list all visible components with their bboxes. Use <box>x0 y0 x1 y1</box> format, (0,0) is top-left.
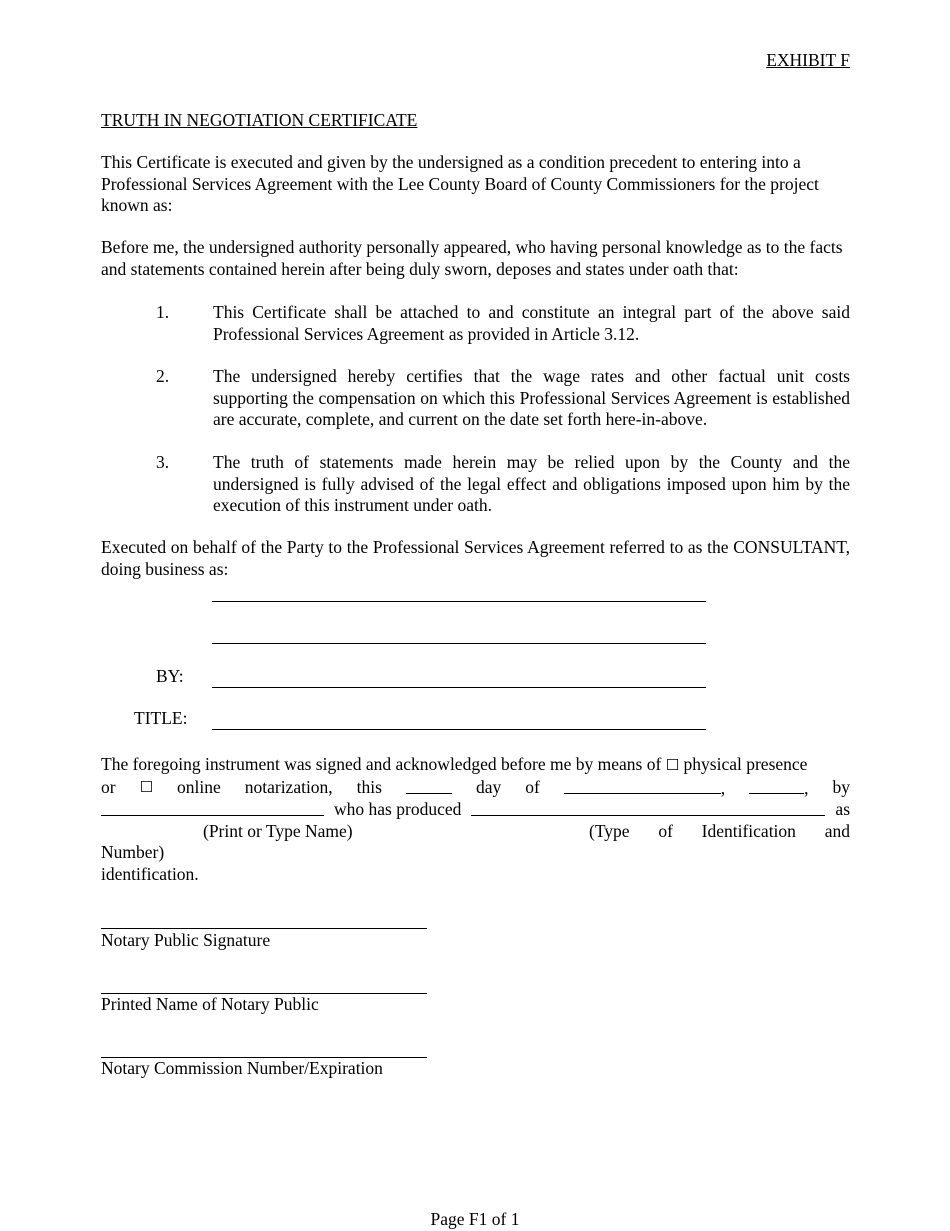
notary-line-1 <box>101 754 850 777</box>
month-blank[interactable] <box>564 777 721 794</box>
who-has-produced-text: who has produced <box>334 799 462 819</box>
physical-presence-checkbox[interactable]: ☐ <box>665 756 680 774</box>
day-text: day <box>475 776 502 797</box>
notary-line-3 <box>101 799 850 821</box>
list-item-number: 2. <box>156 366 170 386</box>
list-item-text: This Certificate shall be attached to and constitute an integral part of the above said Professional Services Agreement as provided in Article 3.12. <box>213 302 850 344</box>
day-blank[interactable] <box>406 777 452 794</box>
notary-signature-line[interactable] <box>101 928 427 929</box>
this-text: this <box>356 776 382 797</box>
notary-printed-name-label: Printed Name of Notary Public <box>101 994 319 1014</box>
number-caption: Number) <box>101 842 165 862</box>
notary-intro-text: The foregoing instrument was signed and acknowledged before me by means of <box>101 754 662 774</box>
or-text: or <box>101 776 116 797</box>
business-name-line[interactable] <box>212 601 706 602</box>
list-item-text: The truth of statements made herein may be relied upon by the County and the undersigned is fully advised of the legal effect and obligations imposed upon him by the execution of this instrument under oath. <box>213 452 850 515</box>
online-text: online <box>177 776 221 797</box>
notary-acknowledgment <box>101 754 850 885</box>
notary-line-4 <box>101 821 850 843</box>
page-footer: Page F1 of 1 <box>430 1209 520 1229</box>
as-text: as <box>835 799 850 819</box>
title-signature-line[interactable] <box>212 729 706 730</box>
physical-presence-label: physical presence <box>683 754 808 774</box>
of-text: of <box>525 776 540 797</box>
exhibit-label: EXHIBIT F <box>766 50 850 70</box>
signer-name-blank[interactable] <box>101 799 324 816</box>
intro-paragraph: This Certificate is executed and given by the undersigned as a condition precedent to entering into a Professional Services Agreement with the Lee County Board of County Commissioners for the project known as: <box>101 152 819 215</box>
and-caption: and <box>824 820 850 841</box>
by-label: BY: <box>156 666 184 686</box>
online-notarization-checkbox[interactable]: ☐ <box>139 777 154 796</box>
by-signature-line[interactable] <box>212 687 706 688</box>
of-caption: of <box>658 820 673 841</box>
title-label: TITLE: <box>134 708 188 728</box>
oath-paragraph: Before me, the undersigned authority personally appeared, who having personal knowledge as to the facts and statements contained herein after being duly sworn, deposes and states under oath that: <box>101 237 843 279</box>
document-title: TRUTH IN NEGOTIATION CERTIFICATE <box>101 110 418 130</box>
list-item-text: The undersigned hereby certifies that the wage rates and other factual unit costs supporting the compensation on which this Professional Services Agreement is established are accurate, complete, and current on the date set forth here-in-above. <box>213 366 850 429</box>
identification-blank[interactable] <box>471 799 825 816</box>
notarization-text: notarization, <box>244 776 333 797</box>
notary-line-2 <box>101 777 850 800</box>
comma-text: , <box>804 777 809 798</box>
year-blank[interactable] <box>749 777 804 794</box>
executed-paragraph: Executed on behalf of the Party to the Professional Services Agreement referred to as the CONSULTANT, doing business as: <box>101 537 850 579</box>
list-item-number: 1. <box>156 302 170 322</box>
identification-caption: Identification <box>701 820 796 841</box>
business-name-line-2[interactable] <box>212 643 706 644</box>
by-text: by <box>832 776 850 797</box>
print-name-caption: (Print or Type Name) <box>203 820 353 841</box>
list-item-number: 3. <box>156 452 170 472</box>
identification-end-text: identification. <box>101 863 199 884</box>
notary-commission-label: Notary Commission Number/Expiration <box>101 1058 383 1078</box>
type-caption: (Type <box>589 820 630 841</box>
notary-signature-label: Notary Public Signature <box>101 930 271 950</box>
comma-text: , <box>720 777 726 798</box>
